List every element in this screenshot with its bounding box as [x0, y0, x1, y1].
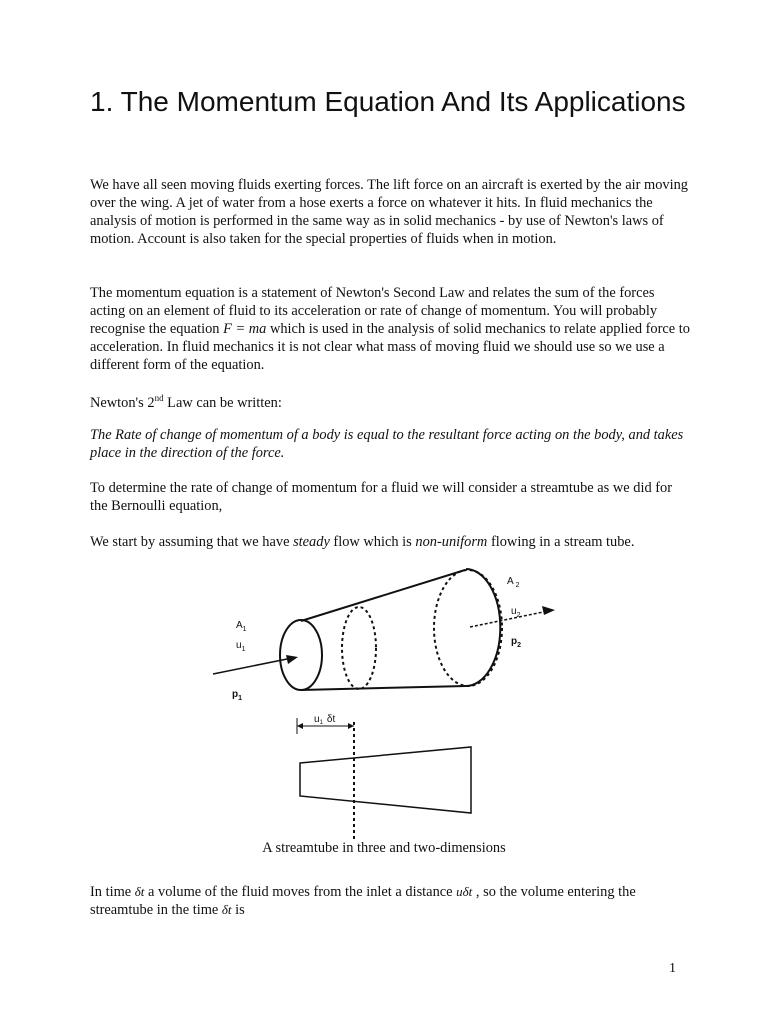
dimension-arrow-left: [297, 723, 303, 729]
paragraph-intro: We have all seen moving fluids exerting forces. The lift force on an aircraft is exerted by the air moving over the wing. A jet of water from a hose exerts a force on whatever it hits. In fluid mechanics the analysis of motion is performed in the same way as in solid mechanics - by use of Newton's laws of motion. Account is also taken for the special properties of fluids when in motion.: [90, 177, 688, 247]
streamtube-figure: [0, 560, 768, 845]
equation-inline: F = ma: [223, 321, 267, 337]
text-run: In time: [90, 884, 135, 900]
label-u1: $u_1$: [236, 640, 246, 653]
section-title: 1. The Momentum Equation And Its Applications: [90, 86, 686, 117]
inlet-ellipse: [280, 620, 322, 690]
section-dotted-ellipse: [342, 607, 376, 689]
trapezoid-outline: [300, 747, 471, 813]
math-delta-t: δt: [134, 884, 145, 899]
text-run: which is used in the analysis of solid mechanics to relate applied force to acceleration. In fluid mechanics it is not clear what mass of moving fluid we should use so we use a different form of the equation.: [90, 321, 690, 373]
label-p2: $p_2$: [511, 636, 522, 649]
paragraph-streamtube: To determine the rate of change of momentum for a fluid we will consider a streamtube as we did for the Bernoulli equation,: [90, 480, 673, 514]
emphasis-steady: steady: [293, 534, 330, 550]
math-delta-t: δt: [221, 902, 232, 917]
paragraph-law-statement: The Rate of change of momentum of a body is equal to the resultant force acting on the body, and takes place in the direction of the force.: [90, 427, 684, 461]
text-run: flow which is: [329, 534, 416, 550]
label-distance: $u_1$ δt: [314, 714, 336, 726]
text-run: is: [231, 902, 245, 918]
text-run: Law can be written:: [163, 394, 282, 411]
text-run: a volume of the fluid moves from the inlet a distance: [144, 884, 457, 900]
label-a2: A $_2$: [507, 576, 520, 589]
math-u-delta-t: uδt: [456, 884, 473, 899]
streamtube-2d: [297, 718, 471, 840]
outlet-arrowhead: [542, 606, 555, 615]
paragraph-newton-law: [90, 389, 690, 412]
paragraph-momentum-equation: [90, 284, 690, 374]
label-p1: $p_1$: [232, 689, 243, 702]
emphasis-non-uniform: non-uniform: [415, 534, 488, 550]
figure-caption: A streamtube in three and two-dimensions: [262, 840, 506, 856]
text-run: , so the volume entering the streamtube in the time: [90, 884, 636, 918]
inlet-arrowhead: [286, 655, 298, 664]
tube-bottom-edge: [301, 686, 466, 690]
label-a1: $A_1$: [236, 620, 247, 633]
paragraph-steady-flow: [90, 533, 690, 551]
paragraph-volume: [90, 883, 690, 919]
superscript: nd: [154, 393, 164, 403]
text-run: The momentum equation is a statement of Newton's Second Law and relates the sum of the forces acting on an element of fluid to its acceleration or rate of change of momentum. You will probably recognise the equation: [90, 285, 658, 337]
streamtube-3d: [213, 569, 555, 690]
text-run: flowing in a stream tube.: [487, 534, 635, 550]
page-number: 1: [669, 961, 676, 976]
text-run: We start by assuming that we have: [90, 534, 294, 550]
label-u2: $u_2$: [511, 606, 521, 619]
outlet-arrow-line: [470, 611, 548, 627]
text-run: Newton's 2: [90, 394, 155, 411]
